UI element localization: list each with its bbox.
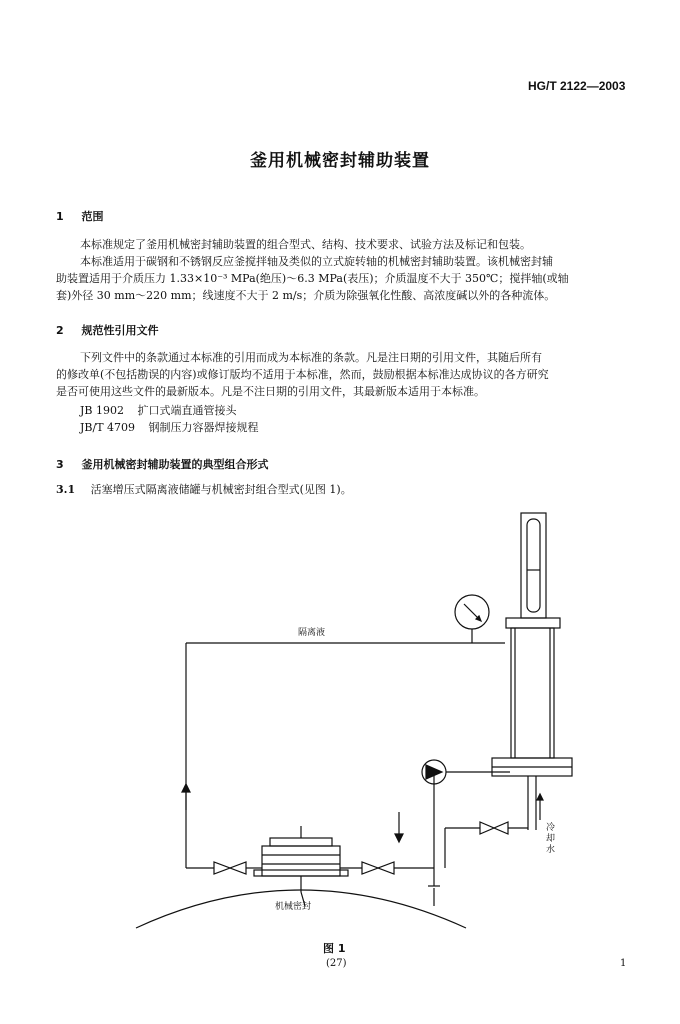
section-1-para-2-line: 本标准适用于碳钢和不锈钢反应釜搅拌轴及类似的立式旋转轴的机械密封辅助装置。该机械密封辅 (80, 255, 553, 268)
side-mark: 1 (620, 958, 627, 969)
section-2-number: 2 (56, 324, 64, 337)
reference-name: 扩口式端直通管接头 (137, 404, 237, 417)
section-2-para-line: 是否可使用这些文件的最新版本。凡是不注日期的引用文件，其最新版本适用于本标准。 (56, 385, 485, 398)
section-1-number: 1 (56, 210, 64, 223)
label-isolation-liquid: 隔离液 (298, 628, 326, 638)
section-1-para-2-line: 套)外径 30 mm～220 mm；线速度不大于 2 m/s；介质为除强氧化性酸、高浓度碱以外的各种流体。 (56, 289, 556, 302)
mechanical-seal-block (262, 846, 340, 876)
label-mechanical-seal: 机械密封 (275, 902, 312, 912)
reference-name: 钢制压力容器焊接规程 (148, 421, 259, 434)
label-cooling-water-3: 水 (546, 845, 556, 855)
section-1-para-2-line: 助装置适用于介质压力 1.33×10⁻³ MPa(绝压)～6.3 MPa(表压)；介质温度不大于 350℃；搅拌轴(或轴 (56, 272, 569, 285)
section-1-title: 范围 (81, 210, 104, 223)
label-cooling-water-1: 冷 (546, 823, 556, 833)
section-2-para-line: 下列文件中的条款通过本标准的引用而成为本标准的条款。凡是注日期的引用文件，其随后所有 (80, 351, 542, 364)
section-1-para-1-text: 本标准规定了釜用机械密封辅助装置的组合型式、结构、技术要求、试验方法及标记和包装。 (80, 238, 531, 251)
label-cooling-water-2: 却 (546, 834, 556, 844)
section-3-number: 3 (56, 458, 64, 471)
section-2-title: 规范性引用文件 (81, 324, 159, 337)
left-valve (214, 862, 230, 874)
reference-code: JB/T 4709 (80, 421, 136, 434)
section-3-1-number: 3.1 (56, 483, 76, 496)
storage-tank-body (511, 628, 554, 758)
section-3-title: 釜用机械密封辅助装置的典型组合形式 (81, 458, 269, 471)
level-indicator (521, 513, 546, 618)
standard-code: HG/T 2122—2003 (528, 79, 626, 93)
document-title: 釜用机械密封辅助装置 (250, 151, 430, 171)
page-number: (27) (326, 958, 347, 969)
right-valve (362, 862, 378, 874)
cooling-water-valve (480, 822, 494, 834)
reference-code: JB 1902 (80, 404, 124, 417)
section-2-para-line: 的修改单(不包括勘误的内容)或修订版均不适用于本标准，然而，鼓励根据本标准达成协议的各方研究 (56, 368, 549, 381)
figure-caption: 图 1 (323, 942, 346, 955)
section-3-1-text: 活塞增压式隔离液储罐与机械密封组合型式(见图 1)。 (90, 483, 352, 496)
